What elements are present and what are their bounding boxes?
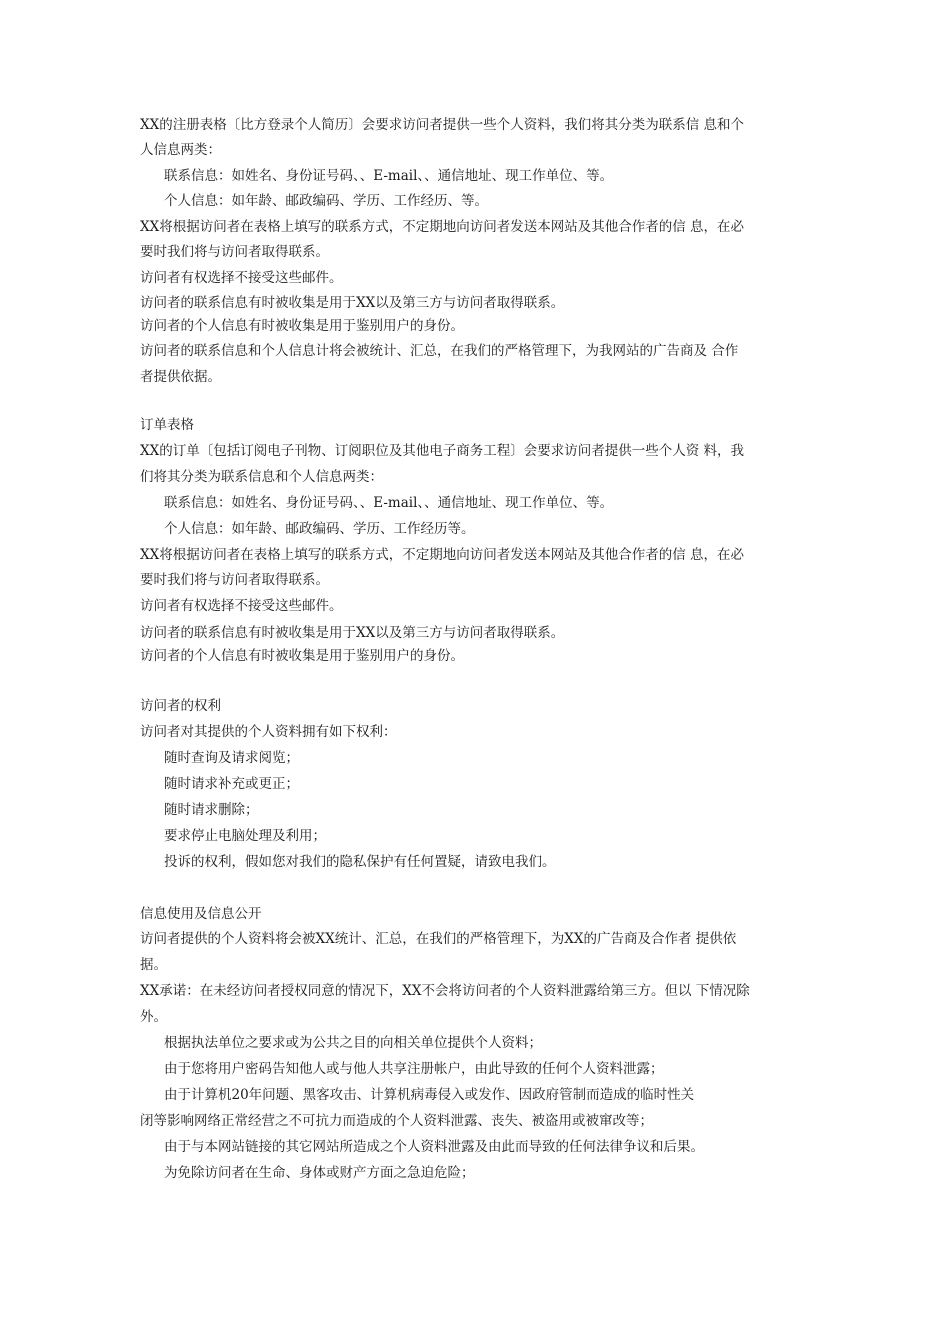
body-text-line: 外。 (140, 1009, 167, 1025)
list-item: 由于计算机20年问题、黑客攻击、计算机病毒侵入或发作、因政府管制而造成的临时性关 (164, 1087, 695, 1103)
body-text-line: 访问者的个人信息有时被收集是用于鉴别用户的身份。 (140, 648, 464, 664)
list-item: 个人信息：如年龄、邮政编码、学历、工作经历等。 (164, 521, 475, 537)
list-item: 随时查询及请求阅览； (164, 750, 299, 766)
section-heading: 订单表格 (140, 417, 194, 433)
list-item: 联系信息：如姓名、身份证号码、、E-mail、、通信地址、现工作单位、等。 (164, 495, 614, 511)
body-text-line: 访问者有权选择不接受这些邮件。 (140, 598, 343, 614)
body-text-line: 访问者的联系信息和个人信息计将会被统计、汇总，在我们的严格管理下，为我网站的广告商及 合作 (140, 343, 739, 359)
list-item: 随时请求删除； (164, 802, 259, 818)
body-text-line: 闭等影响网络正常经营之不可抗力而造成的个人资料泄露、丧失、被盗用或被窜改等； (140, 1113, 653, 1129)
body-text-line: XX将根据访问者在表格上填写的联系方式，不定期地向访问者发送本网站及其他合作者的信 息，在必 (140, 219, 745, 235)
body-text-line: 访问者的联系信息有时被收集是用于XX以及第三方与访问者取得联系。 (140, 295, 565, 311)
body-text-line: 访问者有权选择不接受这些邮件。 (140, 270, 343, 286)
body-text-line: XX将根据访问者在表格上填写的联系方式，不定期地向访问者发送本网站及其他合作者的信 息，在必 (140, 547, 745, 563)
body-text-line: 据。 (140, 957, 167, 973)
section-heading: 访问者的权利 (140, 698, 221, 714)
list-item: 个人信息：如年龄、邮政编码、学历、工作经历、等。 (164, 193, 488, 209)
body-text-line: XX的订单〔包括订阅电子刊物、订阅职位及其他电子商务工程〕会要求访问者提供一些个人资 料，我 (140, 443, 745, 459)
body-text-line: XX的注册表格〔比方登录个人简历〕会要求访问者提供一些个人资料，我们将其分类为联系信 息和个 (140, 117, 745, 133)
body-text-line: XX承诺：在未经访问者授权同意的情况下，XX不会将访问者的个人资料泄露给第三方。但以 下情况除 (140, 983, 750, 999)
body-text-line: 访问者对其提供的个人资料拥有如下权利： (140, 724, 397, 740)
body-text-line: 人信息两类： (140, 142, 221, 158)
list-item: 联系信息：如姓名、身份证号码、、E-mail、、通信地址、现工作单位、等。 (164, 168, 614, 184)
body-text-line: 访问者提供的个人资料将会被XX统计、汇总，在我们的严格管理下，为XX的广告商及合作者 提供依 (140, 931, 737, 947)
list-item: 由于您将用户密码告知他人或与他人共享注册帐户，由此导致的任何个人资料泄露； (164, 1061, 664, 1077)
list-item: 随时请求补充或更正； (164, 776, 299, 792)
list-item: 为免除访问者在生命、身体或财产方面之急迫危险； (164, 1165, 475, 1181)
body-text-line: 访问者的个人信息有时被收集是用于鉴别用户的身份。 (140, 318, 464, 334)
body-text-line: 访问者的联系信息有时被收集是用于XX以及第三方与访问者取得联系。 (140, 625, 565, 641)
body-text-line: 们将其分类为联系信息和个人信息两类： (140, 469, 383, 485)
list-item: 投诉的权利，假如您对我们的隐私保护有任何置疑，请致电我们。 (164, 854, 556, 870)
body-text-line: 要时我们将与访问者取得联系。 (140, 572, 329, 588)
list-item: 由于与本网站链接的其它网站所造成之个人资料泄露及由此而导致的任何法律争议和后果。 (164, 1139, 704, 1155)
list-item: 要求停止电脑处理及利用； (164, 828, 326, 844)
body-text-line: 者提供依据。 (140, 369, 221, 385)
body-text-line: 要时我们将与访问者取得联系。 (140, 244, 329, 260)
section-heading: 信息使用及信息公开 (140, 906, 262, 922)
list-item: 根据执法单位之要求或为公共之目的向相关单位提供个人资料； (164, 1035, 542, 1051)
